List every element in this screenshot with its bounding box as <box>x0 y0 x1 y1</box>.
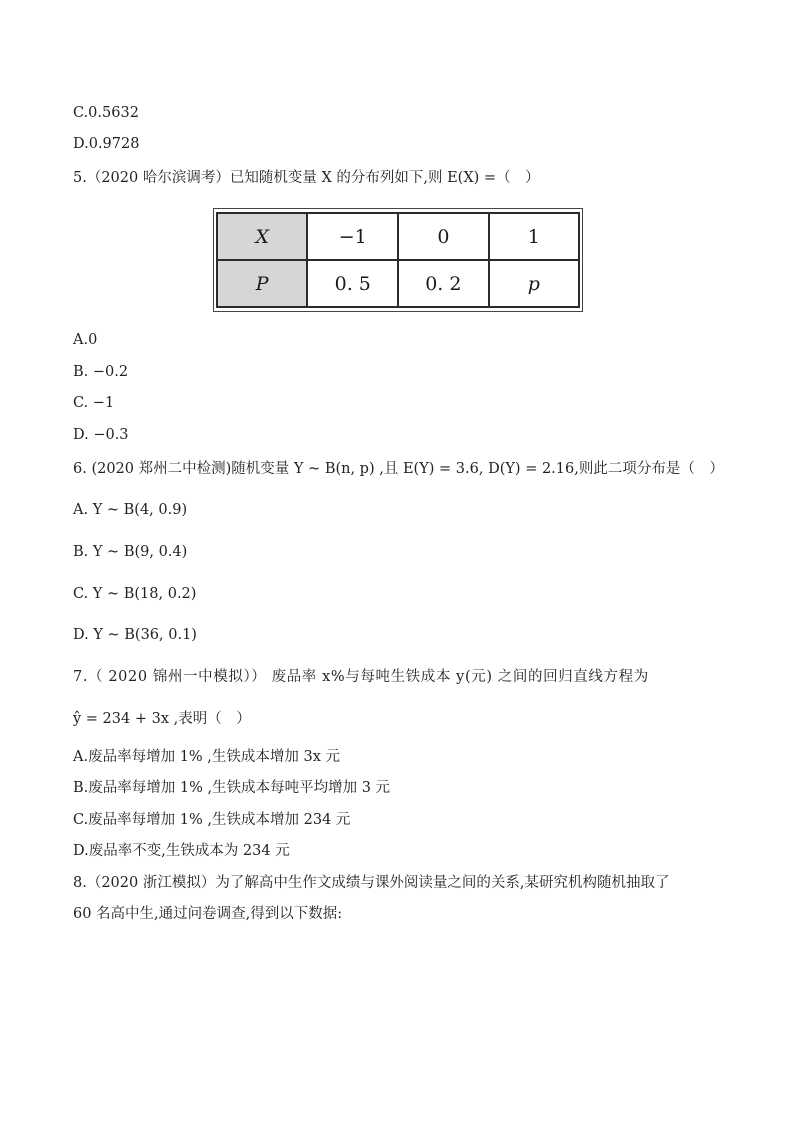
option-6b: B. Y ~ B(9, 0.4) <box>73 544 188 560</box>
table-cell: 0. 5 <box>307 260 398 307</box>
option-5c: C. −1 <box>73 395 115 411</box>
option-7c: C.废品率每增加 1% ,生铁成本增加 234 元 <box>73 812 351 828</box>
option-6d: D. Y ~ B(36, 0.1) <box>73 627 197 643</box>
option-7d: D.废品率不变,生铁成本为 234 元 <box>73 843 290 859</box>
question-5-stem: 5.（2020 哈尔滨调考）已知随机变量 X 的分布列如下,则 E(X) =（ ） <box>73 170 540 186</box>
question-8-stem-line-1: 8.（2020 浙江模拟）为了解高中生作文成绩与课外阅读量之间的关系,某研究机构随机抽取了 <box>73 875 670 891</box>
table-row <box>217 260 579 307</box>
distribution-table <box>216 212 580 308</box>
option-5d: D. −0.3 <box>73 427 129 443</box>
question-6-stem: 6. (2020 郑州二中检测)随机变量 Y ~ B(n, p) ,且 E(Y) = 3.6, D(Y) = 2.16,则此二项分布是（ ） <box>73 461 724 477</box>
table-row <box>217 213 579 260</box>
question-7-stem-line-2: ŷ = 234 + 3x ,表明（ ） <box>73 711 251 727</box>
option-5b: B. −0.2 <box>73 364 129 380</box>
option-6c: C. Y ~ B(18, 0.2) <box>73 586 197 602</box>
table-header-cell: X <box>217 213 307 260</box>
option-6a: A. Y ~ B(4, 0.9) <box>73 502 188 518</box>
option-7a: A.废品率每增加 1% ,生铁成本增加 3x 元 <box>73 749 341 765</box>
table-cell: 0 <box>398 213 489 260</box>
question-7-stem-line-1: 7.（ 2020 锦州一中模拟）） 废品率 x%与每吨生铁成本 y(元) 之间的回归直线方程为 <box>73 669 649 685</box>
option-5a: A.0 <box>73 332 98 348</box>
table-cell: 0. 2 <box>398 260 489 307</box>
table-cell: p <box>489 260 579 307</box>
option-7b: B.废品率每增加 1% ,生铁成本每吨平均增加 3 元 <box>73 780 391 796</box>
option-4c: C.0.5632 <box>73 105 139 121</box>
table-header-cell: P <box>217 260 307 307</box>
question-8-stem-line-2: 60 名高中生,通过问卷调查,得到以下数据: <box>73 906 343 922</box>
table-cell: 1 <box>489 213 579 260</box>
table-cell: −1 <box>307 213 398 260</box>
option-4d: D.0.9728 <box>73 136 140 152</box>
distribution-table-frame <box>213 208 583 312</box>
